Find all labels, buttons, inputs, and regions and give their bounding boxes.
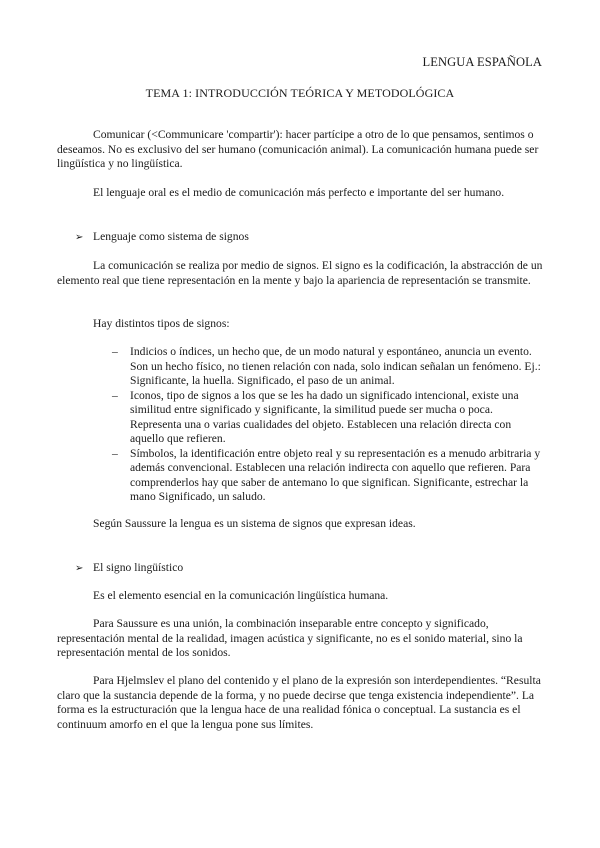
section-heading-signs-text: Lenguaje como sistema de signos xyxy=(93,230,249,243)
intro-paragraph-1 xyxy=(57,128,543,172)
section1-paragraph-1 xyxy=(57,259,543,288)
section1-paragraph-2 xyxy=(57,317,543,332)
list-item-text: Iconos, tipo de signos a los que se les ha dado un significado intencional, existe una similitud entre significado y significante, la similitud puede ser mucha o poca. Representa una o varias cualidades del objeto. Establecen una relación directa con aquello que refieren. xyxy=(130,388,519,445)
sign-types-list xyxy=(112,345,542,505)
section2-paragraph-3-text: Para Hjelmslev el plano del contenido y el plano de la expresión son interdependientes. “Resulta claro que la sustancia depende de la forma, y no puede decirse que tenga existencia independiente”. La forma es la estructuración que la lengua hace de una realidad fónica o conceptual. La sustancia es el continuum amorfo en el que la lengua pone sus límites. xyxy=(57,674,541,731)
list-item xyxy=(112,389,542,447)
section1-paragraph-1-text: La comunicación se realiza por medio de signos. El signo es la codificación, la abstracción de un elemento real que tiene representación en la mente y bajo la apariencia de representación se transmite. xyxy=(57,259,543,287)
intro-paragraph-2 xyxy=(57,186,543,201)
section1-paragraph-3 xyxy=(57,517,543,532)
dash-bullet: – xyxy=(112,345,118,358)
section2-paragraph-2 xyxy=(57,617,543,661)
section2-paragraph-1 xyxy=(57,589,543,604)
section2-paragraph-1-text: Es el elemento esencial en la comunicación lingüística humana. xyxy=(93,589,389,602)
section2-paragraph-3 xyxy=(57,674,543,732)
subject-header: LENGUA ESPAÑOLA xyxy=(422,55,542,69)
list-item xyxy=(112,447,542,505)
section-heading-linguistic-sign xyxy=(75,561,183,577)
section1-paragraph-3-text: Según Saussure la lengua es un sistema de signos que expresan ideas. xyxy=(93,517,416,530)
arrow-bullet-icon: ➢ xyxy=(75,563,84,574)
section-heading-signs xyxy=(75,230,249,246)
dash-bullet: – xyxy=(112,446,118,460)
arrow-bullet-icon: ➢ xyxy=(75,232,84,243)
list-item-text: Indicios o índices, un hecho que, de un modo natural y espontáneo, anuncia un evento. Son un hecho físico, no tienen relación con nada, solo indican señalan un fenómeno. Ej.: Significante, la huella. Significado, el paso de un animal. xyxy=(130,345,541,387)
list-item xyxy=(112,345,542,389)
list-item-text: Símbolos, la identificación entre objeto real y su representación es a menudo arbitraria y además convencional. Establecen una relación indirecta con aquello que refieren. Para comprenderlos hay que saber de antemano lo que significan. Significante, estrechar la mano Significado, un saludo. xyxy=(130,446,541,503)
section2-paragraph-2-text: Para Saussure es una unión, la combinación inseparable entre concepto y significado, representación mental de la realidad, imagen acústica y significante, no es el sonido material, sino la representación mental de los sonidos. xyxy=(57,617,523,659)
dash-bullet: – xyxy=(112,388,118,402)
intro-paragraph-2-text: El lenguaje oral es el medio de comunicación más perfecto e importante del ser humano. xyxy=(93,186,505,199)
section-heading-linguistic-sign-text: El signo lingüístico xyxy=(93,561,184,574)
page-title: TEMA 1: INTRODUCCIÓN TEÓRICA Y METODOLÓGICA xyxy=(145,86,455,100)
intro-paragraph-1-text: Comunicar (<Communicare 'compartir'): hacer partícipe a otro de lo que pensamos, sentimos o deseamos. No es exclusivo del ser humano (comunicación animal). La comunicación humana puede ser lingüística y no lingüística. xyxy=(57,128,539,170)
section1-paragraph-2-text: Hay distintos tipos de signos: xyxy=(93,317,230,330)
